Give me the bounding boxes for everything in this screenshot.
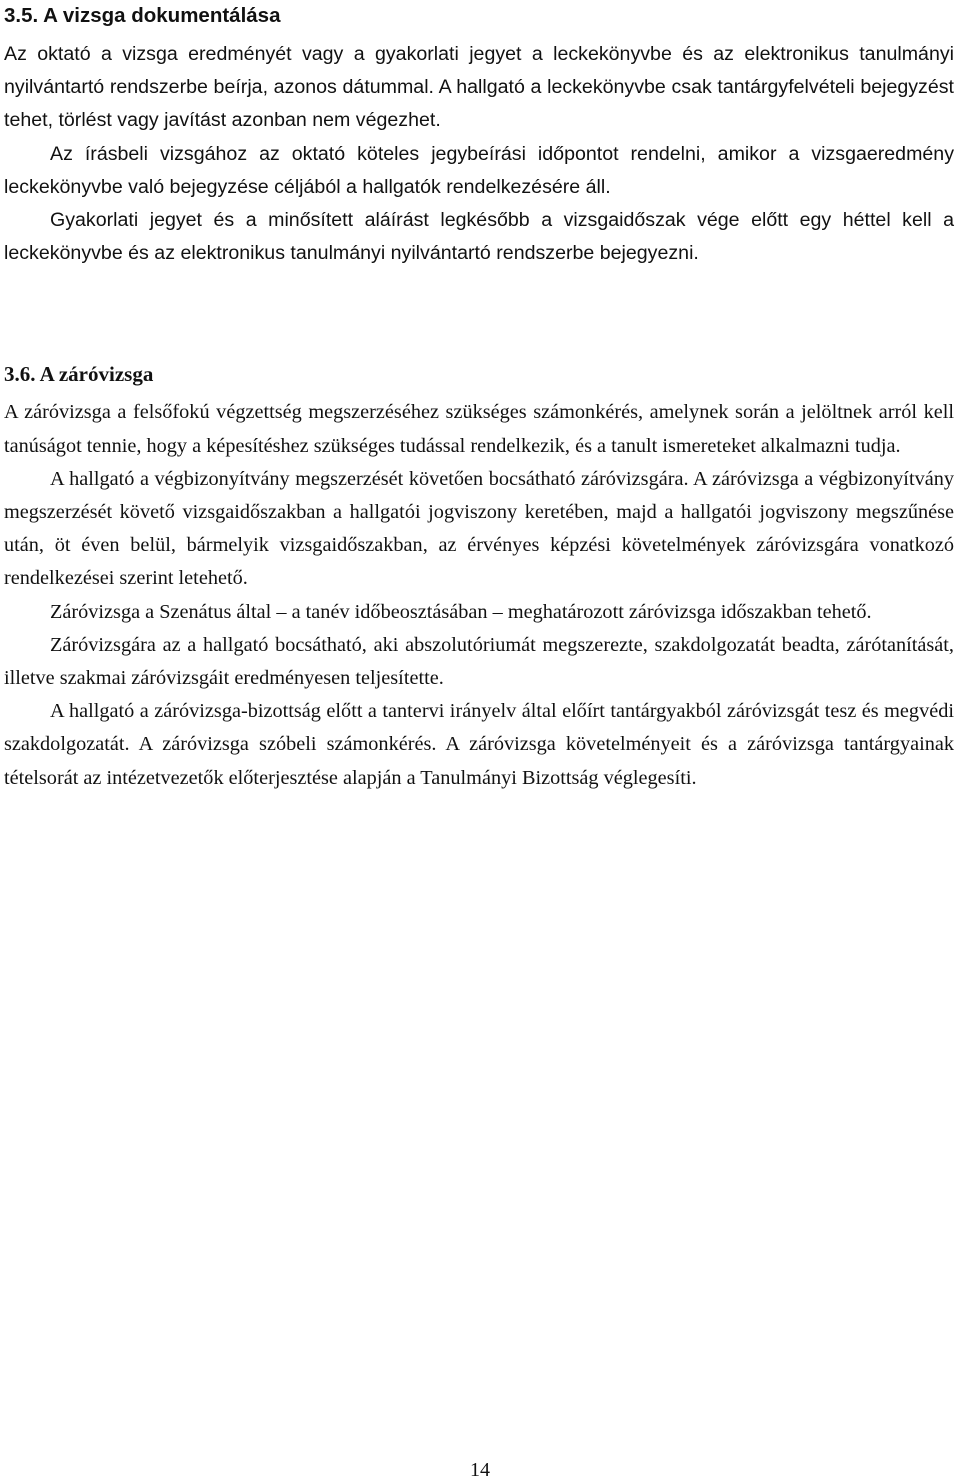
- paragraph: A hallgató a végbizonyítvány megszerzését követően bocsátható záróvizsgára. A záróvizsga a végbizonyítvány megszerzését követő vizsgaidőszakban a hallgatói jogviszony keretében, majd a hallgatói jogviszony megszűnése után, öt éven belül, bármelyik vizsgaidőszakban, az érvényes képzési követelmények záróvizsgára vonatkozó rendelkezései szerint letehető.: [4, 467, 954, 590]
- paragraph: Gyakorlati jegyet és a minősített aláírást legkésőbb a vizsgaidőszak vége előtt egy héttel kell a leckekönyvbe és az elektronikus tanulmányi nyilvántartó rendszerbe bejegyezni.: [4, 209, 954, 265]
- section-3-6: [4, 360, 954, 794]
- paragraph: Az írásbeli vizsgához az oktató köteles jegybeírási időpontot rendelni, amikor a vizsgaeredmény leckekönyvbe való bejegyzése céljából a hallgatók rendelkezésére áll.: [4, 142, 954, 198]
- paragraph: Záróvizsgára az a hallgató bocsátható, aki abszolutóriumát megszerezte, szakdolgozatát beadta, zárótanítását, illetve szakmai záróvizsgáit eredményesen teljesítette.: [4, 633, 954, 690]
- section-heading: 3.5. A vizsga dokumentálása: [4, 4, 281, 27]
- paragraph: Záróvizsga a Szenátus által – a tanév időbeosztásában – meghatározott záróvizsga időszakban tehető.: [50, 600, 872, 623]
- section-heading: 3.6. A záróvizsga: [4, 362, 154, 387]
- section-3-5: [4, 2, 954, 270]
- paragraph: A hallgató a záróvizsga-bizottság előtt a tantervi irányelv által előírt tantárgyakból záróvizsgát tesz és megvédi szakdolgozatát. A záróvizsga szóbeli számonkérés. A záróvizsga követelményeit és a záróvizsga tantárgyainak tételsorát az intézetvezetők előterjesztése alapján a Tanulmányi Bizottság véglegesíti.: [4, 700, 954, 789]
- paragraph: Az oktató a vizsga eredményét vagy a gyakorlati jegyet a leckekönyvbe és az elektronikus tanulmányi nyilvántartó rendszerbe beírja, azonos dátummal. A hallgató a leckekönyvbe csak tantárgyfelvételi bejegyzést tehet, törlést vagy javítást azonban nem végezhet.: [4, 43, 954, 132]
- page-number: 14: [470, 1459, 490, 1481]
- paragraph: A záróvizsga a felsőfokú végzettség megszerzéséhez szükséges számonkérés, amelynek során a jelöltnek arról kell tanúságot tennie, hogy a képesítéshez szükséges tudással rendelkezik, és a tanult ismereteket alkalmazni tudja.: [4, 401, 954, 457]
- page-content: [4, 2, 954, 795]
